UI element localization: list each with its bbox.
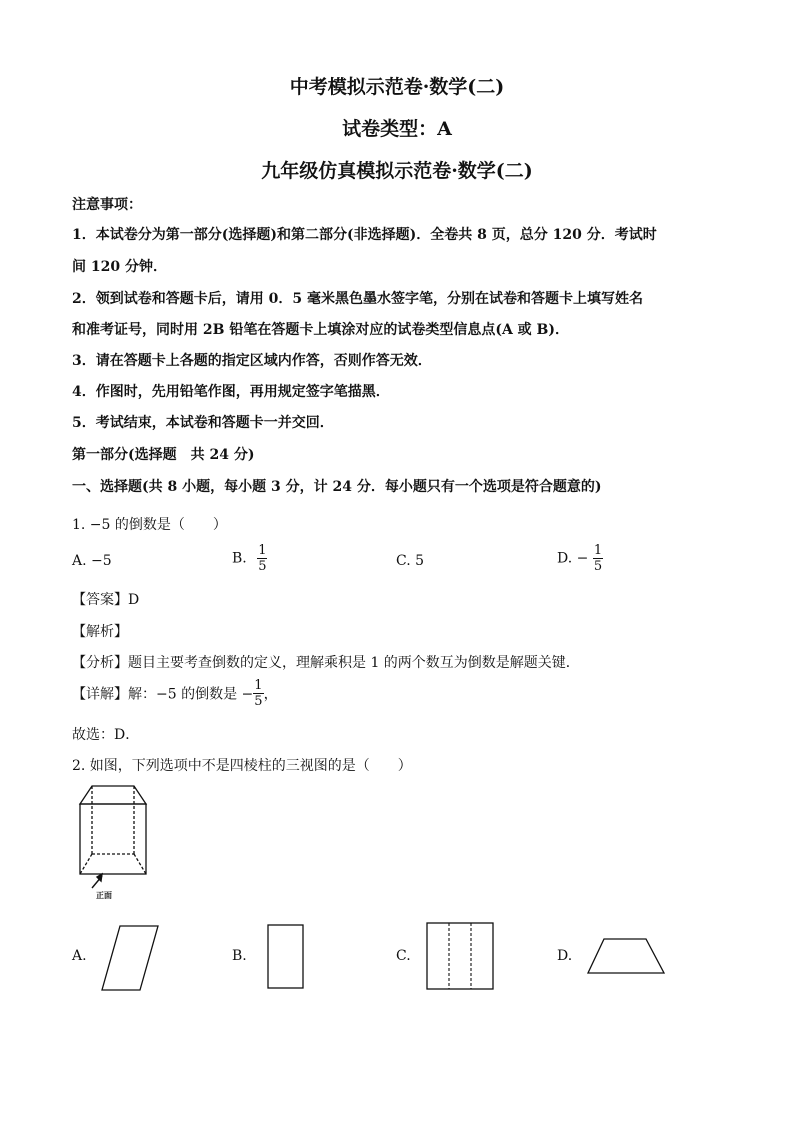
xiangjie-denominator: 5 [254, 694, 263, 709]
option-c-rectangle-dashed [426, 922, 496, 992]
section-1-heading: 一、选择题(共 8 小题，每小题 3 分，计 24 分．每小题只有一个选项是符合题意的) [72, 479, 602, 495]
question-2-option-a-label: A. [72, 948, 87, 964]
notice-item-5: 5．考试结束，本试卷和答题卡一并交回． [72, 415, 334, 431]
question-2-option-c-label: C. [396, 948, 411, 964]
notice-heading: 注意事项： [72, 197, 142, 213]
question-1-option-c: C. 5 [396, 553, 425, 569]
notice-item-1-line-2: 间 120 分钟． [72, 259, 167, 275]
front-label: 正面 [96, 891, 112, 900]
option-d-label: D. − [557, 550, 589, 567]
option-d-fraction [593, 543, 603, 574]
question-1-option-d [557, 543, 603, 574]
xiangjie-tag: 【详解】 [72, 686, 128, 703]
choose-line: 故选：D． [72, 727, 140, 743]
exam-title: 中考模拟示范卷·数学(二) [289, 76, 505, 98]
option-b-numerator: 1 [258, 543, 267, 558]
question-1-option-b [232, 543, 267, 574]
question-1-option-a: A. −5 [72, 553, 112, 569]
exam-subtitle: 九年级仿真模拟示范卷·数学(二) [261, 160, 533, 182]
fenxi-line [72, 652, 580, 672]
option-b-fraction [257, 543, 267, 574]
question-1-stem: 1. −5 的倒数是（ ） [72, 517, 227, 533]
paper-type: 试卷类型：A [342, 118, 452, 140]
question-2-option-d-label: D. [557, 948, 573, 964]
xiangjie-numerator: 1 [254, 678, 263, 693]
xiangjie-suffix: ， [263, 686, 278, 703]
fenxi-text: 题目主要考查倒数的定义，理解乘积是 1 的两个数互为倒数是解题关键． [128, 655, 580, 671]
option-d-denominator: 5 [593, 559, 603, 574]
question-2-stem: 2. 如图，下列选项中不是四棱柱的三视图的是（ ） [72, 758, 412, 774]
notice-item-4: 4．作图时，先用铅笔作图，再用规定签字笔描黑． [72, 384, 390, 400]
option-b-rectangle [267, 924, 305, 990]
notice-item-2-line-1: 2．领到试卷和答题卡后，请用 0．5 毫米黑色墨水签字笔，分别在试卷和答题卡上填写姓名 [72, 291, 643, 307]
notice-item-2-line-2: 和准考证号，同时用 2B 铅笔在答题卡上填涂对应的试卷类型信息点(A 或 B)． [72, 322, 570, 338]
answer-value: D [128, 592, 140, 608]
xiangjie-text: 解：−5 的倒数是 − [128, 686, 254, 703]
option-d-numerator: 1 [593, 543, 603, 558]
option-a-parallelogram [100, 924, 160, 992]
fenxi-tag: 【分析】 [72, 655, 128, 671]
analysis-tag: 【解析】 [72, 624, 128, 640]
answer-line [72, 589, 139, 609]
option-b-denominator: 5 [258, 559, 267, 574]
part-1-heading: 第一部分(选择题 共 24 分) [72, 447, 255, 463]
xiangjie-line [72, 678, 278, 709]
prism-figure [78, 784, 150, 904]
question-2-option-b-label: B. [232, 948, 247, 964]
option-b-label: B. [232, 550, 247, 567]
option-d-trapezoid [586, 937, 666, 977]
notice-item-3: 3．请在答题卡上各题的指定区域内作答，否则作答无效． [72, 353, 432, 369]
notice-item-1-line-1: 1．本试卷分为第一部分(选择题)和第二部分(非选择题)．全卷共 8 页，总分 120 分．考试时 [72, 227, 657, 243]
answer-tag: 【答案】 [72, 592, 128, 608]
xiangjie-fraction [253, 678, 263, 709]
